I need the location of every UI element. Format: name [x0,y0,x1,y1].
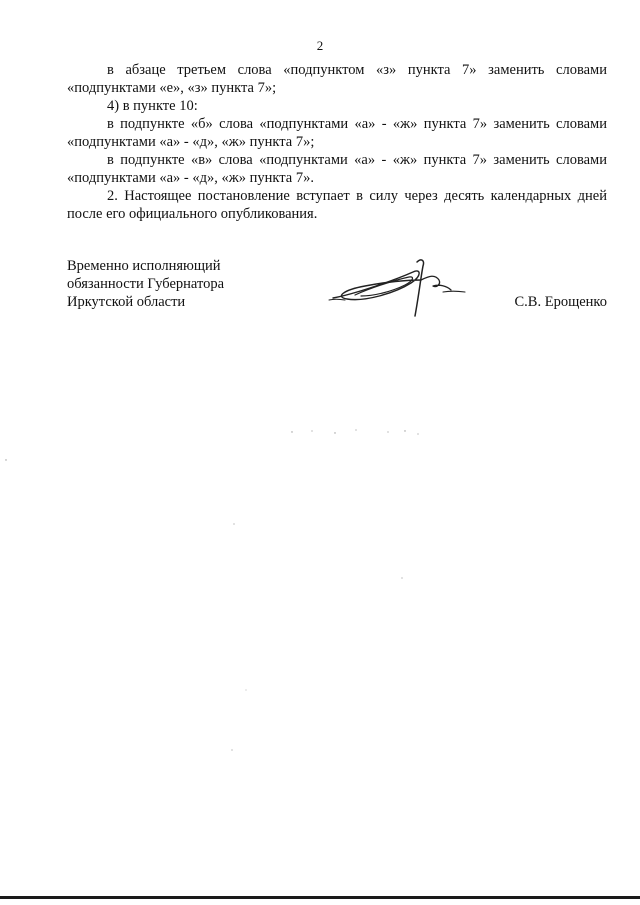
paragraph-amend-abzac: в абзаце третьем слова «подпунктом «з» пункта 7» заменить словами «подпунктами «е», «з» пункта 7»; [67,62,607,96]
signatory-title [67,257,224,311]
page-number: 2 [316,38,324,53]
paragraph-subitem-v: в подпункте «в» слова «подпунктами «а» - «ж» пункта 7» заменить словами «подпунктами «а» - «д», «ж» пункта 7». [67,152,607,186]
paragraph-effective-date: 2. Настоящее постановление вступает в силу через десять календарных дней после его официального опубликования. [67,188,607,222]
signatory-title-line-1: Временно исполняющий [67,258,221,274]
signatory-title-line-3: Иркутской области [67,294,186,310]
document-body [67,61,607,223]
handwritten-signature-icon [325,250,475,325]
paragraph-subitem-b: в подпункте «б» слова «подпунктами «а» - «ж» пункта 7» заменить словами «подпунктами «а» - «д», «ж» пункта 7»; [67,116,607,150]
signatory-title-line-2: обязанности Губернатора [67,276,225,292]
signatory-name: С.В. Ерощенко [514,294,607,310]
scan-bottom-edge [0,896,640,899]
paragraph-item-4: 4) в пункте 10: [107,98,198,114]
